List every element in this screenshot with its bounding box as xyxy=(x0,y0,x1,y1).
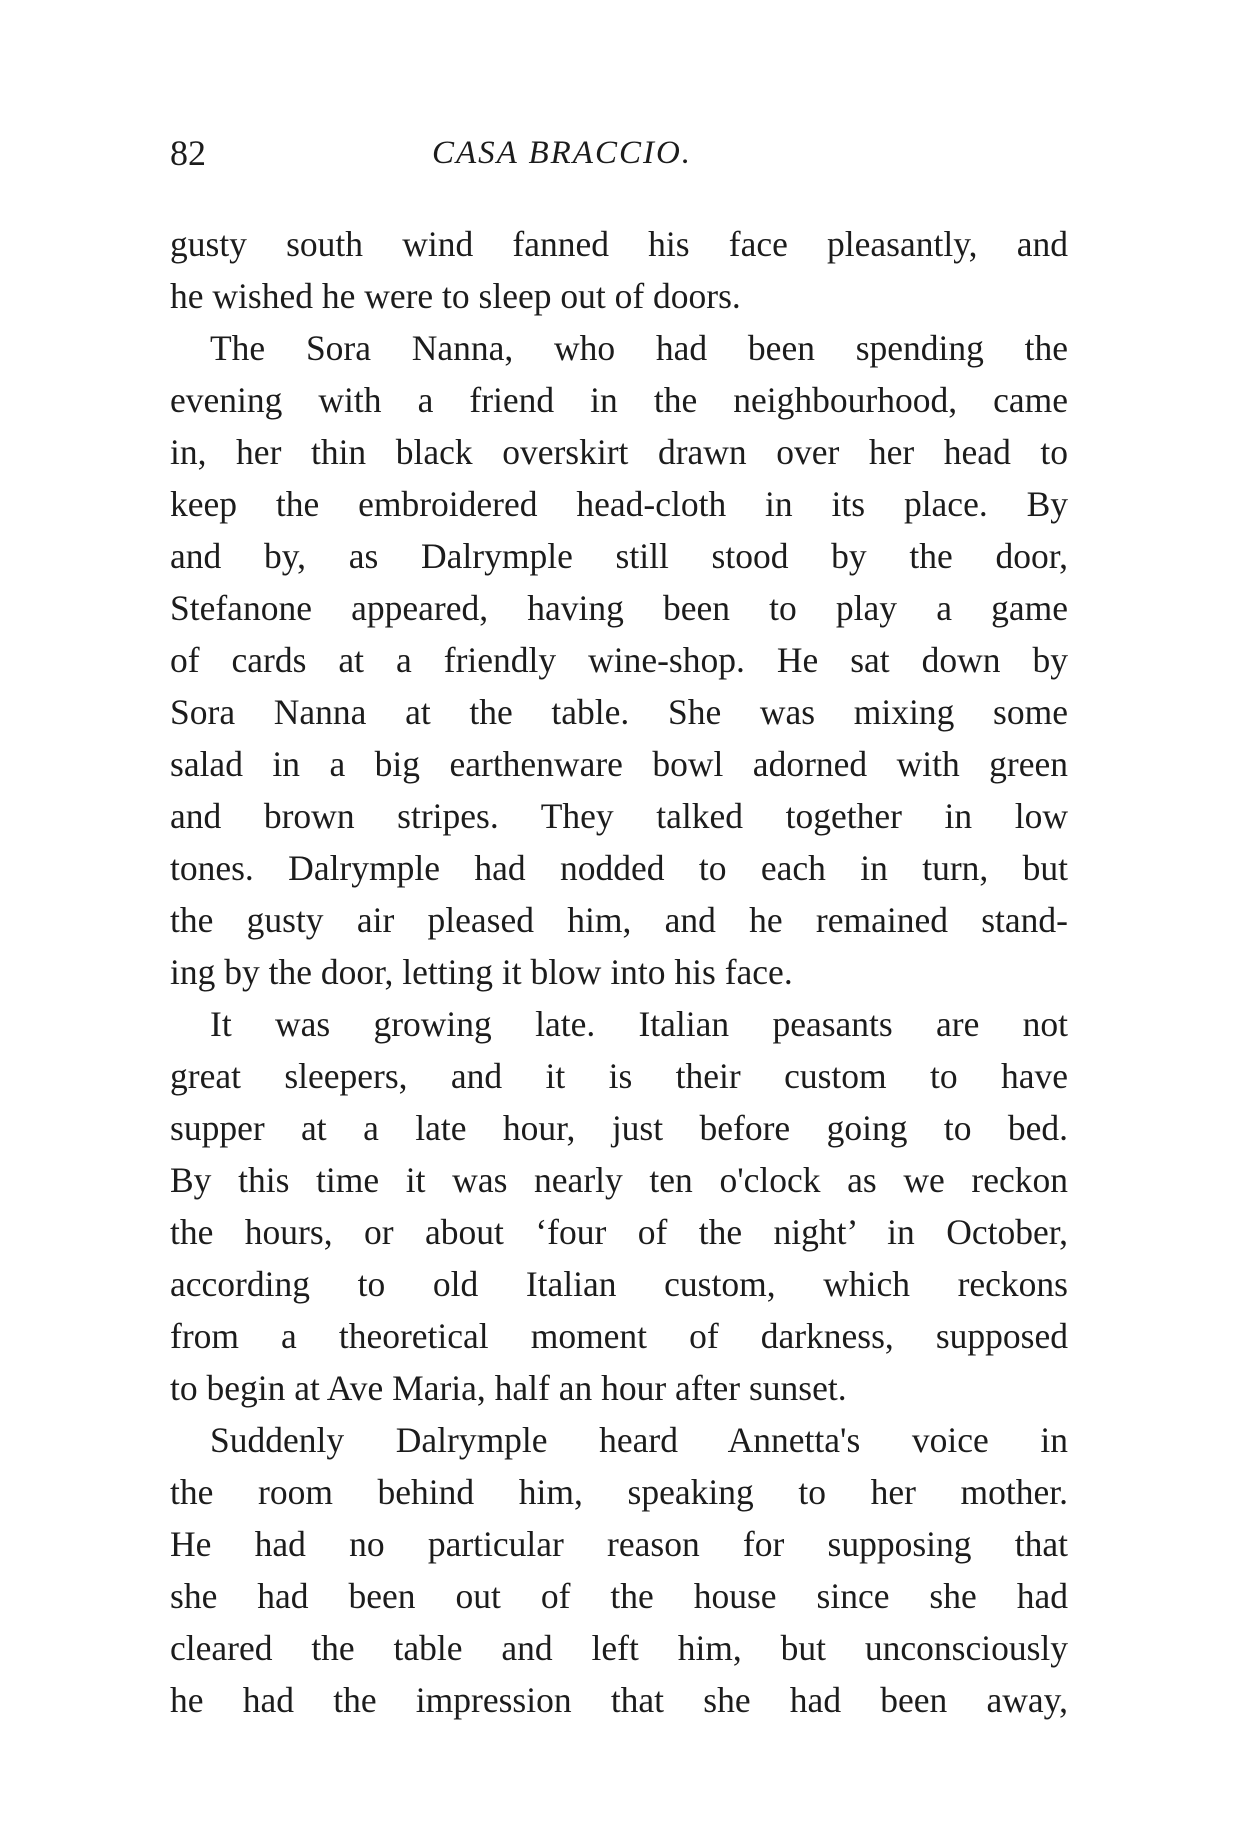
text-line: ing by the door, letting it blow into his face. xyxy=(170,952,793,992)
text-line: and brown stripes. They talked together in low xyxy=(170,796,1068,836)
paragraph xyxy=(170,218,1068,322)
text-line: He had no particular reason for supposing that xyxy=(170,1524,1068,1564)
text-line: in, her thin black overskirt drawn over her head to xyxy=(170,432,1068,472)
running-title: CASA BRACCIO. xyxy=(432,135,693,171)
text-line: salad in a big earthenware bowl adorned with green xyxy=(170,744,1068,784)
text-line: great sleepers, and it is their custom to have xyxy=(170,1056,1068,1096)
text-line: supper at a late hour, just before going to bed. xyxy=(170,1108,1068,1148)
text-line: from a theoretical moment of darkness, supposed xyxy=(170,1316,1068,1356)
text-line: Sora Nanna at the table. She was mixing some xyxy=(170,692,1068,732)
text-line: to begin at Ave Maria, half an hour after sunset. xyxy=(170,1368,847,1408)
text-line: Suddenly Dalrymple heard Annetta's voice in xyxy=(210,1420,1068,1460)
text-line: and by, as Dalrymple still stood by the door, xyxy=(170,536,1068,576)
text-line: Stefanone appeared, having been to play a game xyxy=(170,588,1068,628)
text-line: the hours, or about ‘four of the night’ in October, xyxy=(170,1212,1068,1252)
body-text xyxy=(170,218,1068,1726)
text-line: gusty south wind fanned his face pleasantly, and xyxy=(170,224,1068,264)
text-line: By this time it was nearly ten o'clock as we reckon xyxy=(170,1160,1068,1200)
text-line: the gusty air pleased him, and he remained stand- xyxy=(170,900,1068,940)
text-line: of cards at a friendly wine-shop. He sat down by xyxy=(170,640,1068,680)
paragraph xyxy=(170,322,1068,998)
paragraph xyxy=(170,1414,1068,1726)
text-line: he had the impression that she had been away, xyxy=(170,1680,1068,1720)
text-line: tones. Dalrymple had nodded to each in turn, but xyxy=(170,848,1068,888)
paragraph xyxy=(170,998,1068,1414)
page-number: 82 xyxy=(170,133,206,173)
text-line: cleared the table and left him, but unconsciously xyxy=(170,1628,1068,1668)
text-line: the room behind him, speaking to her mother. xyxy=(170,1472,1068,1512)
page-header xyxy=(170,128,1070,178)
text-line: he wished he were to sleep out of doors. xyxy=(170,276,741,316)
text-line: The Sora Nanna, who had been spending the xyxy=(210,328,1068,368)
text-line: evening with a friend in the neighbourhood, came xyxy=(170,380,1068,420)
text-line: It was growing late. Italian peasants are not xyxy=(210,1004,1068,1044)
text-line: according to old Italian custom, which reckons xyxy=(170,1264,1068,1304)
text-line: she had been out of the house since she had xyxy=(170,1576,1068,1616)
text-line: keep the embroidered head-cloth in its place. By xyxy=(170,484,1068,524)
